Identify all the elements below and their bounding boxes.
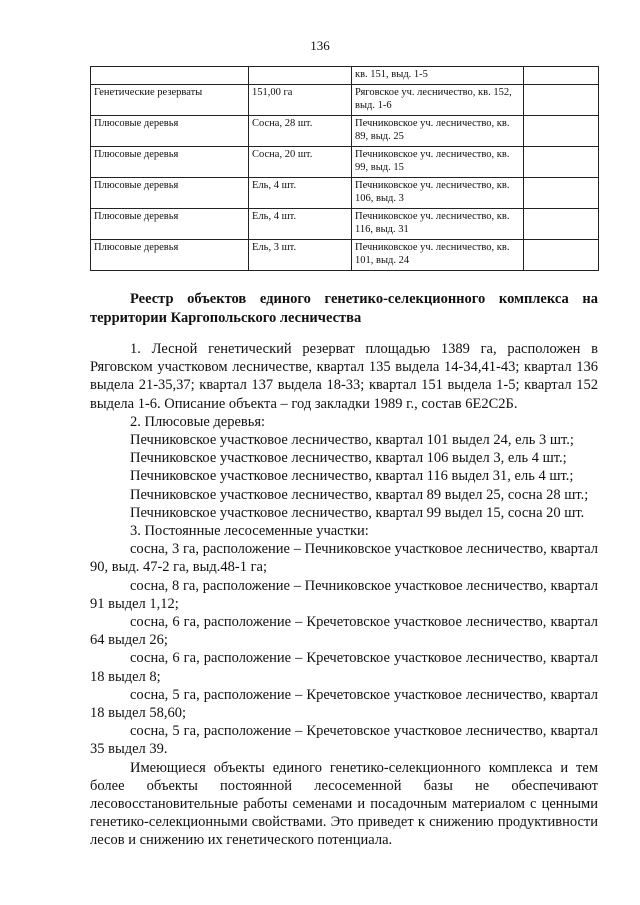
table-cell: Плюсовые деревья xyxy=(91,147,249,178)
table-cell: Печниковское уч. лесничество, кв. 99, выд. 15 xyxy=(352,147,524,178)
page-number: 136 xyxy=(310,38,330,53)
body-paragraph: Печниковское участковое лесничество, квартал 106 выдел 3, ель 4 шт.; xyxy=(130,450,567,467)
body-paragraph: Печниковское участковое лесничество, квартал 116 выдел 31, ель 4 шт.; xyxy=(130,468,574,485)
table-cell xyxy=(91,67,249,85)
table-cell xyxy=(524,147,599,178)
table-cell: Печниковское уч. лесничество, кв. 116, выд. 31 xyxy=(352,209,524,240)
body-paragraph: Печниковское участковое лесничество, квартал 101 выдел 24, ель 3 шт.; xyxy=(130,432,574,449)
body-paragraph: сосна, 5 га, расположение – Кречетовское участковое лесничество, квартал 18 выдел 58,60; xyxy=(90,686,598,722)
table-cell: Печниковское уч. лесничество, кв. 106, выд. 3 xyxy=(352,178,524,209)
table-cell xyxy=(524,209,599,240)
table-cell: Печниковское уч. лесничество, кв. 89, выд. 25 xyxy=(352,116,524,147)
table-row xyxy=(91,178,599,209)
table-row xyxy=(91,209,599,240)
table-cell: 151,00 га xyxy=(249,85,352,116)
table-row xyxy=(91,240,599,271)
body-paragraph: сосна, 3 га, расположение – Печниковское участковое лесничество, квартал 90, выд. 47-2 га, выд.48-1 га; xyxy=(90,541,598,576)
table-cell xyxy=(524,178,599,209)
body-paragraph: Имеющиеся объекты единого генетико-селекционного комплекса и тем более объекты постоянной лесосеменной базы не обеспечивают лесовосстановительные работы семенами и посадочным материалом с ценными генетико-селекционными свойствами. Это приведет к снижению продуктивности лесов и снижению их генетического потенциала. xyxy=(90,759,598,849)
table-cell: Печниковское уч. лесничество, кв. 101, выд. 24 xyxy=(352,240,524,271)
body-paragraph: 1. Лесной генетический резерват площадью 1389 га, расположен в Ряговском участковом лесничестве, квартал 135 выдела 14-34,41-43; квартал 136 выдела 21-35,37; квартал 137 выдела 18-33; квартал 151 выдела 1-5; квартал 152 выдела 1-6. Описание объекта – год закладки 1989 г., состав 6Е2С2Б. xyxy=(90,341,598,412)
body-paragraph: Печниковское участковое лесничество, квартал 99 выдел 15, сосна 20 шт. xyxy=(130,504,585,521)
table-cell: Плюсовые деревья xyxy=(91,240,249,271)
table-cell: Сосна, 28 шт. xyxy=(249,116,352,147)
table-row xyxy=(91,85,599,116)
document-body xyxy=(90,340,598,850)
table-cell xyxy=(524,240,599,271)
table-cell: Плюсовые деревья xyxy=(91,178,249,209)
register-table xyxy=(90,66,599,271)
table-row xyxy=(91,147,599,178)
table-cell: кв. 151, выд. 1-5 xyxy=(352,67,524,85)
table-cell xyxy=(524,85,599,116)
body-paragraph: сосна, 6 га, расположение – Кречетовское участковое лесничество, квартал 64 выдел 26; xyxy=(90,614,598,649)
table-row xyxy=(91,67,599,85)
table-cell: Сосна, 20 шт. xyxy=(249,147,352,178)
body-paragraph: сосна, 8 га, расположение – Печниковское участковое лесничество, квартал 91 выдел 1,12; xyxy=(90,577,598,612)
body-paragraph: 3. Постоянные лесосеменные участки: xyxy=(130,523,369,540)
table-row xyxy=(91,116,599,147)
table-cell: Ель, 4 шт. xyxy=(249,209,352,240)
table-cell: Плюсовые деревья xyxy=(91,209,249,240)
table-cell: Генетические резерваты xyxy=(91,85,249,116)
table-cell: Ряговское уч. лесничество, кв. 152, выд. 1-6 xyxy=(352,85,524,116)
table-cell xyxy=(524,67,599,85)
table-cell xyxy=(524,116,599,147)
table-cell: Плюсовые деревья xyxy=(91,116,249,147)
section-heading: Реестр объектов единого генетико-селекционного комплекса на территории Каргопольского лесничества xyxy=(90,291,598,326)
table-cell: Ель, 3 шт. xyxy=(249,240,352,271)
table-cell xyxy=(249,67,352,85)
body-paragraph: Печниковское участковое лесничество, квартал 89 выдел 25, сосна 28 шт.; xyxy=(130,486,589,503)
body-paragraph: сосна, 5 га, расположение – Кречетовское участковое лесничество, квартал 35 выдел 39. xyxy=(90,723,598,758)
table-cell: Ель, 4 шт. xyxy=(249,178,352,209)
body-paragraph: 2. Плюсовые деревья: xyxy=(130,413,266,430)
body-paragraph: сосна, 6 га, расположение – Кречетовское участковое лесничество, квартал 18 выдел 8; xyxy=(90,650,598,685)
